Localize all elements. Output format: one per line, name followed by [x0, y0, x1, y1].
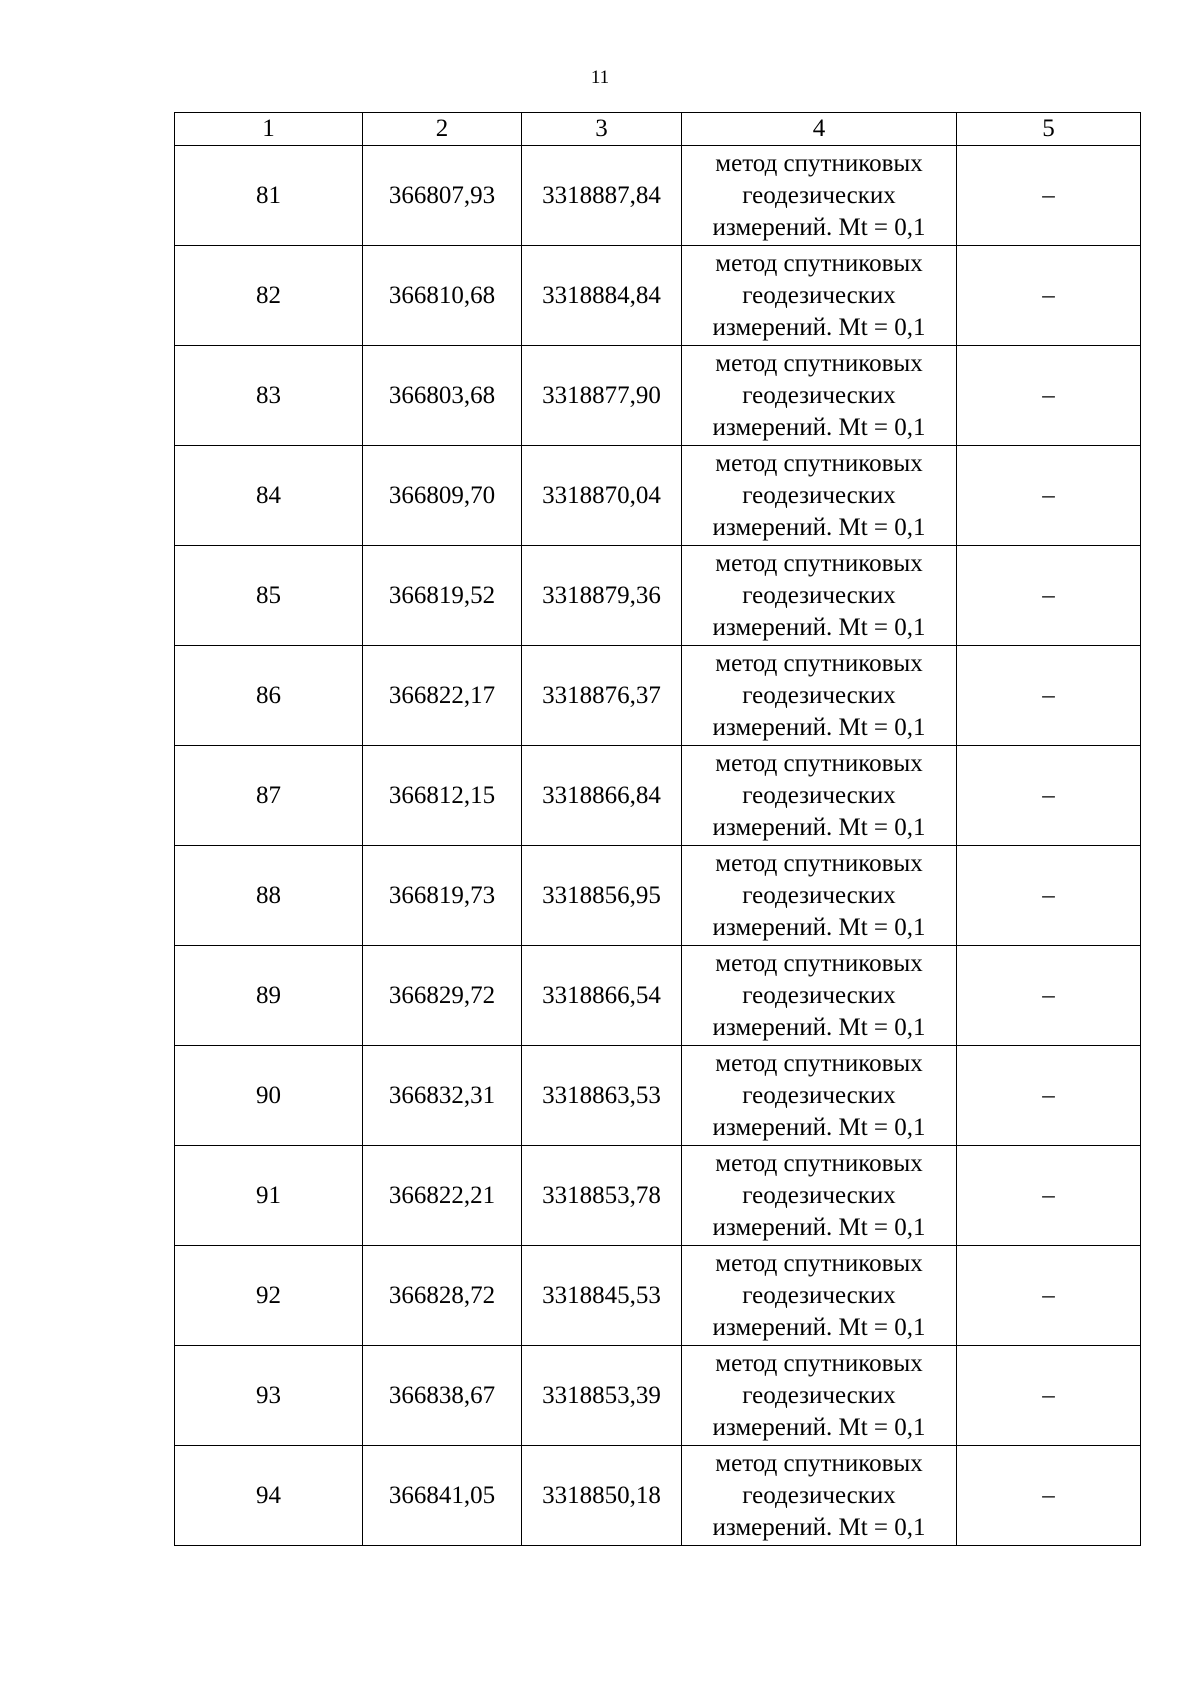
note-cell: –: [957, 746, 1141, 846]
method-cell: [682, 146, 957, 246]
point-number-cell: 91: [175, 1146, 363, 1246]
y-coordinate-cell: 3318866,84: [522, 746, 682, 846]
method-text-line: метод спутниковых: [715, 1349, 923, 1377]
method-text-line: измерений. Mt = 0,1: [712, 1413, 926, 1441]
note-cell: –: [957, 1046, 1141, 1146]
table-body: [175, 146, 1141, 1546]
x-coordinate-cell: 366832,31: [363, 1046, 522, 1146]
y-coordinate-cell: 3318876,37: [522, 646, 682, 746]
point-number-cell: 83: [175, 346, 363, 446]
method-text-line: метод спутниковых: [715, 149, 923, 177]
x-coordinate-cell: 366803,68: [363, 346, 522, 446]
table-row: [175, 1446, 1141, 1546]
method-cell: [682, 546, 957, 646]
x-coordinate-cell: 366809,70: [363, 446, 522, 546]
x-coordinate-cell: 366810,68: [363, 246, 522, 346]
method-text-line: геодезических: [742, 581, 896, 609]
method-text-line: геодезических: [742, 181, 896, 209]
coordinates-table: [174, 112, 1141, 1546]
method-text-line: измерений. Mt = 0,1: [712, 1013, 926, 1041]
x-coordinate-cell: 366822,21: [363, 1146, 522, 1246]
note-cell: –: [957, 346, 1141, 446]
table-header: [175, 113, 1141, 146]
note-cell: –: [957, 846, 1141, 946]
method-cell: [682, 446, 957, 546]
point-number-cell: 89: [175, 946, 363, 1046]
point-number-cell: 93: [175, 1346, 363, 1446]
method-text-line: метод спутниковых: [715, 649, 923, 677]
header-col-2: 2: [363, 113, 522, 146]
method-text-line: измерений. Mt = 0,1: [712, 1213, 926, 1241]
table-row: [175, 846, 1141, 946]
x-coordinate-cell: 366819,52: [363, 546, 522, 646]
x-coordinate-cell: 366812,15: [363, 746, 522, 846]
method-text-line: метод спутниковых: [715, 949, 923, 977]
x-coordinate-cell: 366829,72: [363, 946, 522, 1046]
method-text-line: геодезических: [742, 781, 896, 809]
note-cell: –: [957, 546, 1141, 646]
table-row: [175, 646, 1141, 746]
point-number-cell: 87: [175, 746, 363, 846]
note-cell: –: [957, 146, 1141, 246]
y-coordinate-cell: 3318853,78: [522, 1146, 682, 1246]
method-text-line: геодезических: [742, 1481, 896, 1509]
method-text-line: геодезических: [742, 281, 896, 309]
method-text-line: измерений. Mt = 0,1: [712, 813, 926, 841]
point-number-cell: 86: [175, 646, 363, 746]
note-cell: –: [957, 246, 1141, 346]
header-col-4: 4: [682, 113, 957, 146]
method-text-line: геодезических: [742, 881, 896, 909]
method-cell: [682, 1346, 957, 1446]
method-text-line: геодезических: [742, 1181, 896, 1209]
y-coordinate-cell: 3318870,04: [522, 446, 682, 546]
table-row: [175, 246, 1141, 346]
method-text-line: метод спутниковых: [715, 549, 923, 577]
method-text-line: метод спутниковых: [715, 1049, 923, 1077]
method-cell: [682, 1246, 957, 1346]
y-coordinate-cell: 3318845,53: [522, 1246, 682, 1346]
table-row: [175, 746, 1141, 846]
x-coordinate-cell: 366841,05: [363, 1446, 522, 1546]
x-coordinate-cell: 366838,67: [363, 1346, 522, 1446]
note-cell: –: [957, 946, 1141, 1046]
method-cell: [682, 746, 957, 846]
header-col-3: 3: [522, 113, 682, 146]
point-number-cell: 82: [175, 246, 363, 346]
method-cell: [682, 1046, 957, 1146]
y-coordinate-cell: 3318879,36: [522, 546, 682, 646]
table-row: [175, 146, 1141, 246]
point-number-cell: 81: [175, 146, 363, 246]
method-text-line: метод спутниковых: [715, 1249, 923, 1277]
table-row: [175, 1246, 1141, 1346]
page-number: 11: [590, 67, 610, 88]
method-text-line: геодезических: [742, 1281, 896, 1309]
y-coordinate-cell: 3318877,90: [522, 346, 682, 446]
method-text-line: измерений. Mt = 0,1: [712, 613, 926, 641]
method-text-line: измерений. Mt = 0,1: [712, 413, 926, 441]
method-cell: [682, 1146, 957, 1246]
method-text-line: метод спутниковых: [715, 1449, 923, 1477]
method-text-line: измерений. Mt = 0,1: [712, 713, 926, 741]
note-cell: –: [957, 646, 1141, 746]
point-number-cell: 94: [175, 1446, 363, 1546]
point-number-cell: 85: [175, 546, 363, 646]
y-coordinate-cell: 3318850,18: [522, 1446, 682, 1546]
method-text-line: геодезических: [742, 1381, 896, 1409]
method-cell: [682, 846, 957, 946]
method-text-line: измерений. Mt = 0,1: [712, 513, 926, 541]
y-coordinate-cell: 3318887,84: [522, 146, 682, 246]
note-cell: –: [957, 446, 1141, 546]
point-number-cell: 84: [175, 446, 363, 546]
header-col-5: 5: [957, 113, 1141, 146]
method-text-line: измерений. Mt = 0,1: [712, 1313, 926, 1341]
method-text-line: геодезических: [742, 481, 896, 509]
x-coordinate-cell: 366807,93: [363, 146, 522, 246]
table-row: [175, 1146, 1141, 1246]
y-coordinate-cell: 3318853,39: [522, 1346, 682, 1446]
x-coordinate-cell: 366828,72: [363, 1246, 522, 1346]
method-text-line: метод спутниковых: [715, 449, 923, 477]
table-row: [175, 446, 1141, 546]
method-text-line: измерений. Mt = 0,1: [712, 1113, 926, 1141]
method-cell: [682, 246, 957, 346]
table-row: [175, 1046, 1141, 1146]
note-cell: –: [957, 1446, 1141, 1546]
method-text-line: геодезических: [742, 981, 896, 1009]
note-cell: –: [957, 1346, 1141, 1446]
method-text-line: геодезических: [742, 681, 896, 709]
point-number-cell: 90: [175, 1046, 363, 1146]
method-cell: [682, 346, 957, 446]
method-cell: [682, 946, 957, 1046]
table-row: [175, 546, 1141, 646]
method-text-line: геодезических: [742, 381, 896, 409]
x-coordinate-cell: 366819,73: [363, 846, 522, 946]
point-number-cell: 88: [175, 846, 363, 946]
table-row: [175, 1346, 1141, 1446]
method-text-line: измерений. Mt = 0,1: [712, 913, 926, 941]
method-cell: [682, 1446, 957, 1546]
x-coordinate-cell: 366822,17: [363, 646, 522, 746]
method-text-line: измерений. Mt = 0,1: [712, 313, 926, 341]
method-text-line: метод спутниковых: [715, 749, 923, 777]
note-cell: –: [957, 1146, 1141, 1246]
method-text-line: геодезических: [742, 1081, 896, 1109]
table-row: [175, 946, 1141, 1046]
method-text-line: измерений. Mt = 0,1: [712, 1513, 926, 1541]
y-coordinate-cell: 3318856,95: [522, 846, 682, 946]
header-row: [175, 113, 1141, 146]
point-number-cell: 92: [175, 1246, 363, 1346]
header-col-1: 1: [175, 113, 363, 146]
method-text-line: метод спутниковых: [715, 349, 923, 377]
y-coordinate-cell: 3318863,53: [522, 1046, 682, 1146]
method-text-line: метод спутниковых: [715, 849, 923, 877]
table-row: [175, 346, 1141, 446]
y-coordinate-cell: 3318866,54: [522, 946, 682, 1046]
method-text-line: метод спутниковых: [715, 1149, 923, 1177]
method-cell: [682, 646, 957, 746]
method-text-line: метод спутниковых: [715, 249, 923, 277]
note-cell: –: [957, 1246, 1141, 1346]
y-coordinate-cell: 3318884,84: [522, 246, 682, 346]
method-text-line: измерений. Mt = 0,1: [712, 213, 926, 241]
